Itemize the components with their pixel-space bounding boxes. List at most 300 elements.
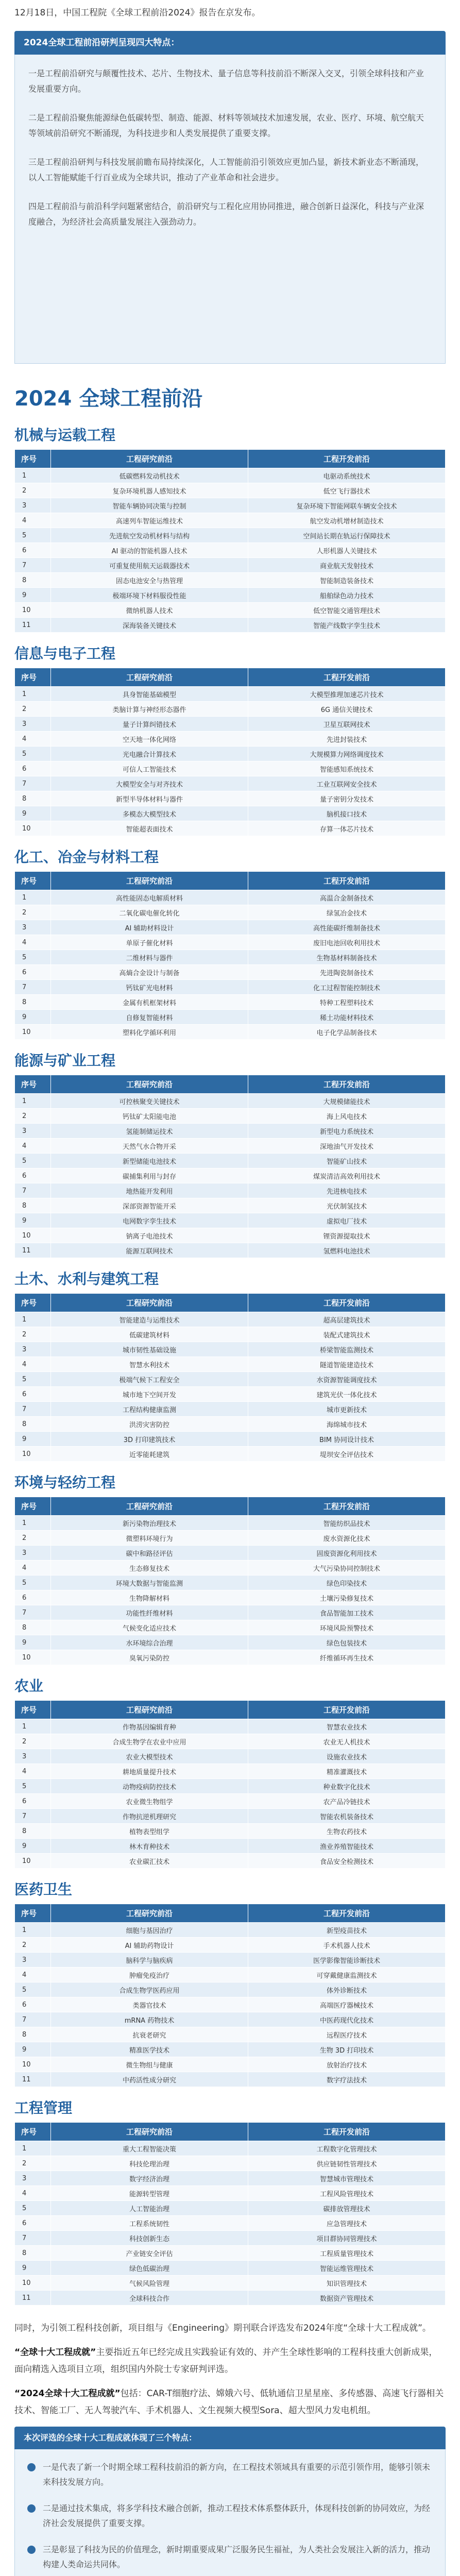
outro — [14, 2320, 446, 2419]
sections-container — [14, 421, 446, 2306]
column-header-index: 序号 — [15, 1075, 51, 1094]
cell-development: 智能运维管理技术 — [248, 2261, 446, 2276]
cell-index: 8 — [15, 995, 51, 1010]
table-row — [15, 2216, 446, 2231]
cell-development: 放射治疗技术 — [248, 2057, 446, 2072]
cell-development: 锂资源提取技术 — [248, 1228, 446, 1243]
cell-development: 绿氢冶金技术 — [248, 905, 446, 920]
column-header-index: 序号 — [15, 668, 51, 687]
cell-index: 4 — [15, 1139, 51, 1154]
cell-research: 微塑料环境行为 — [51, 1531, 248, 1546]
table-row — [15, 1824, 446, 1839]
cell-index: 5 — [15, 528, 51, 543]
cell-research: 绿色低碳治理 — [51, 2261, 248, 2276]
cell-research: 智能超表面技术 — [51, 821, 248, 836]
table-header-row — [15, 450, 446, 468]
cell-index: 6 — [15, 1590, 51, 1605]
cell-development: 大气污染协同控制技术 — [248, 1561, 446, 1575]
cell-index: 2 — [15, 2156, 51, 2171]
cell-index: 6 — [15, 1794, 51, 1809]
column-header-research: 工程研究前沿 — [51, 1294, 248, 1312]
cell-development: 项目群协同管理技术 — [248, 2231, 446, 2246]
cell-index: 7 — [15, 1183, 51, 1198]
table-row — [15, 1387, 446, 1402]
cell-development: 新型疫苗技术 — [248, 1923, 446, 1938]
cell-research: 耕地质量提升技术 — [51, 1764, 248, 1779]
table-row — [15, 498, 446, 513]
cell-research: 钙钛矿太阳能电池 — [51, 1109, 248, 1124]
cell-research: 能源转型管理 — [51, 2186, 248, 2201]
cell-research: 固态电池安全与热管理 — [51, 573, 248, 588]
cell-index: 3 — [15, 717, 51, 732]
cell-index: 3 — [15, 1124, 51, 1139]
cell-index: 3 — [15, 2171, 51, 2186]
cell-index: 8 — [15, 2027, 51, 2042]
cell-development: 隧道智能建造技术 — [248, 1357, 446, 1372]
table-row — [15, 791, 446, 806]
frontier-table — [14, 1075, 446, 1258]
cell-index: 1 — [15, 1312, 51, 1327]
table-header-row — [15, 1294, 446, 1312]
bullet-dot-icon — [27, 2463, 36, 2471]
column-header-index: 序号 — [15, 1701, 51, 1719]
table-header-row — [15, 1904, 446, 1923]
cell-development: 船舶绿色动力技术 — [248, 588, 446, 603]
cell-development: 特种工程塑料技术 — [248, 995, 446, 1010]
cell-index: 2 — [15, 702, 51, 717]
cell-research: 科技伦理治理 — [51, 2156, 248, 2171]
table-row — [15, 2057, 446, 2072]
cell-index: 6 — [15, 543, 51, 558]
cell-index: 7 — [15, 2231, 51, 2246]
cell-research: 全球科技合作 — [51, 2291, 248, 2306]
cell-index: 9 — [15, 1010, 51, 1025]
table-row — [15, 1938, 446, 1953]
cell-development: 低空飞行器技术 — [248, 483, 446, 498]
table-row — [15, 2171, 446, 2186]
column-header-development: 工程开发前沿 — [248, 1904, 446, 1923]
cell-research: 极端环境下材料服役性能 — [51, 588, 248, 603]
cell-index: 5 — [15, 747, 51, 761]
intro-box-title: 2024全球工程前沿研判呈现四大特点： — [14, 31, 446, 55]
cell-development: 智能纺织品技术 — [248, 1516, 446, 1531]
table-row — [15, 747, 446, 761]
cell-index: 7 — [15, 558, 51, 573]
feature-point-text: 二是通过技术集成，将多学科技术融合创新，推动工程技术体系整体跃升，体现科技创新的协同效应，为经济社会发展提供了重要支撑。 — [43, 2503, 431, 2528]
table-row — [15, 513, 446, 528]
cell-development: 智能农机装备技术 — [248, 1809, 446, 1824]
cell-research: 肿瘤免疫治疗 — [51, 1968, 248, 1982]
table-header-row — [15, 1701, 446, 1719]
table-row — [15, 1094, 446, 1109]
cell-development: 煤炭清洁高效利用技术 — [248, 1168, 446, 1183]
cell-research: mRNA 药物技术 — [51, 2012, 248, 2027]
cell-research: 动物疫病防控技术 — [51, 1779, 248, 1794]
feature-point — [27, 2501, 433, 2531]
cell-research: 量子计算纠错技术 — [51, 717, 248, 732]
cell-research: 重大工程智能决策 — [51, 2141, 248, 2156]
cell-development: 智能制造装备技术 — [248, 573, 446, 588]
cell-index: 8 — [15, 1198, 51, 1213]
table-row — [15, 1923, 446, 1938]
column-header-research: 工程研究前沿 — [51, 1701, 248, 1719]
cell-development: 知识管理技术 — [248, 2276, 446, 2291]
cell-development: 绿色包装技术 — [248, 1635, 446, 1650]
cell-development: 医学影像智能诊断技术 — [248, 1953, 446, 1968]
table-header-row — [15, 668, 446, 687]
cell-development: 智能矿山技术 — [248, 1154, 446, 1168]
cell-index: 8 — [15, 573, 51, 588]
cell-research: 塑料化学循环利用 — [51, 1025, 248, 1040]
section-title: 环境与轻纺工程 — [14, 1474, 116, 1491]
table-row — [15, 1779, 446, 1794]
cell-research: 二维材料与器件 — [51, 950, 248, 965]
feature-point — [27, 2460, 433, 2489]
intro-para: 四是工程前沿与前沿科学问题紧密结合，前沿研究与工程化应用协同推进，融合创新日益深化，科技与产业深度融合，为经济社会高质量发展注入强劲动力。 — [28, 201, 424, 227]
table-row — [15, 2027, 446, 2042]
table-row — [15, 995, 446, 1010]
cell-development: 先进陶瓷制备技术 — [248, 965, 446, 980]
cell-research: 可信人工智能技术 — [51, 761, 248, 776]
column-header-development: 工程开发前沿 — [248, 1075, 446, 1094]
cell-index: 1 — [15, 2141, 51, 2156]
cell-research: 单原子催化材料 — [51, 935, 248, 950]
cell-research: 智能车辆协同决策与控制 — [51, 498, 248, 513]
outro-para-3-text: 包括：CAR-T细胞疗法、嫦娥六号、低轨通信卫星星座、多传感器、高速飞行器相关技术、智能工厂、无人驾驶汽车、手术机器人、文生视频大模型Sora、超大型风力发电机组。 — [14, 2388, 444, 2416]
cell-development: 存算一体芯片技术 — [248, 821, 446, 836]
table-row — [15, 1531, 446, 1546]
table-row — [15, 588, 446, 603]
cell-index: 10 — [15, 2057, 51, 2072]
table-row — [15, 2072, 446, 2087]
frontier-table — [14, 1700, 446, 1869]
table-row — [15, 776, 446, 791]
outro-para-3-label: “2024全球十大工程成就” — [14, 2388, 121, 2399]
table-row — [15, 1198, 446, 1213]
cell-development: 渔业养殖智能技术 — [248, 1839, 446, 1854]
cell-research: 作物基因编辑育种 — [51, 1719, 248, 1734]
frontier-table — [14, 668, 446, 836]
cell-research: 人工智能治理 — [51, 2201, 248, 2216]
cell-index: 9 — [15, 2042, 51, 2057]
cell-development: 量子密钥分发技术 — [248, 791, 446, 806]
cell-index: 1 — [15, 1719, 51, 1734]
section-title: 工程管理 — [14, 2099, 73, 2116]
table-row — [15, 603, 446, 618]
cell-development: 精准灌溉技术 — [248, 1764, 446, 1779]
table-row — [15, 732, 446, 747]
table-row — [15, 687, 446, 702]
table-row — [15, 1620, 446, 1635]
table-row — [15, 1734, 446, 1749]
table-row — [15, 1447, 446, 1462]
cell-development: 大模型推理加速芯片技术 — [248, 687, 446, 702]
cell-research: 钙钛矿光电材料 — [51, 980, 248, 995]
column-header-index: 序号 — [15, 1904, 51, 1923]
cell-research: 合成生物学医药应用 — [51, 1982, 248, 1997]
table-row — [15, 1010, 446, 1025]
cell-development: 水资源智能调度技术 — [248, 1372, 446, 1387]
column-header-research: 工程研究前沿 — [51, 2123, 248, 2141]
cell-research: 近零能耗建筑 — [51, 1447, 248, 1462]
cell-development: BIM 协同设计技术 — [248, 1432, 446, 1447]
table-row — [15, 1432, 446, 1447]
cell-development: 食品安全检测技术 — [248, 1854, 446, 1869]
cell-research: 农业微生物组学 — [51, 1794, 248, 1809]
cell-research: 数字经济治理 — [51, 2171, 248, 2186]
table-row — [15, 1327, 446, 1342]
cell-development: 空间站长期在轨运行保障技术 — [248, 528, 446, 543]
cell-index: 10 — [15, 2276, 51, 2291]
cell-development: 高温合金制备技术 — [248, 890, 446, 905]
cell-index: 2 — [15, 1734, 51, 1749]
cell-index: 4 — [15, 1764, 51, 1779]
intro-para: 一是工程前沿研究与颠覆性技术、芯片、生物技术、量子信息等科技前沿不断深入交叉，引领全球科技和产业发展重要方向。 — [28, 69, 424, 94]
cell-research: 生态修复技术 — [51, 1561, 248, 1575]
cell-index: 8 — [15, 1417, 51, 1432]
section-title: 化工、冶金与材料工程 — [14, 849, 159, 866]
cell-development: 手术机器人技术 — [248, 1938, 446, 1953]
table-row — [15, 2291, 446, 2306]
cell-development: 先进封装技术 — [248, 732, 446, 747]
intro-text: 12月18日，中国工程院《全球工程前沿2024》报告在京发布。 — [14, 8, 261, 18]
column-header-development: 工程开发前沿 — [248, 1701, 446, 1719]
cell-research: 洪涝灾害防控 — [51, 1417, 248, 1432]
cell-development: 生物 3D 打印技术 — [248, 2042, 446, 2057]
cell-index: 10 — [15, 1447, 51, 1462]
frontier-table — [14, 871, 446, 1040]
cell-development: 环境风险预警技术 — [248, 1620, 446, 1635]
cell-development: 卫星互联网技术 — [248, 717, 446, 732]
outro-para-2-label: “全球十大工程成就” — [14, 2347, 96, 2358]
features-box — [14, 2449, 446, 2576]
cell-development: 数据资产管理技术 — [248, 2291, 446, 2306]
table-row — [15, 761, 446, 776]
column-header-research: 工程研究前沿 — [51, 1497, 248, 1516]
cell-research: 能源互联网技术 — [51, 1243, 248, 1258]
table-row — [15, 2261, 446, 2276]
cell-index: 5 — [15, 1372, 51, 1387]
cell-development: 高性能碳纤维制备技术 — [248, 920, 446, 935]
cell-research: 可重复使用航天运载器技术 — [51, 558, 248, 573]
cell-development: 大规模算力网络调度技术 — [248, 747, 446, 761]
table-row — [15, 1417, 446, 1432]
table-row — [15, 1575, 446, 1590]
cell-development: 堤坝安全评估技术 — [248, 1447, 446, 1462]
table-row — [15, 717, 446, 732]
cell-index: 7 — [15, 980, 51, 995]
column-header-development: 工程开发前沿 — [248, 2123, 446, 2141]
feature-point — [27, 2542, 433, 2572]
table-row — [15, 558, 446, 573]
cell-development: 绿色印染技术 — [248, 1575, 446, 1590]
cell-research: 空天地一体化网络 — [51, 732, 248, 747]
cell-development: 虚拟电厂技术 — [248, 1213, 446, 1228]
cell-development: 建筑光伏一体化技术 — [248, 1387, 446, 1402]
cell-index: 1 — [15, 687, 51, 702]
table-row — [15, 2231, 446, 2246]
cell-research: 农业大模型技术 — [51, 1749, 248, 1764]
table-row — [15, 1839, 446, 1854]
frontier-table — [14, 2122, 446, 2306]
table-row — [15, 1025, 446, 1040]
table-row — [15, 950, 446, 965]
intro-box — [14, 55, 446, 364]
outro-para-2-text: 主要指近五年已经完成且实践验证有效的、并产生全球性影响的工程科技重大创新成果，面向精选入选项目立项，组织国内外院士专家研判评选。 — [14, 2347, 438, 2375]
cell-development: 高端医疗器械技术 — [248, 1997, 446, 2012]
cell-index: 4 — [15, 1357, 51, 1372]
frontier-table — [14, 449, 446, 633]
cell-development: 工程数字化管理技术 — [248, 2141, 446, 2156]
outro-para-2 — [14, 2344, 446, 2378]
frontier-table — [14, 1904, 446, 2087]
cell-development: 工业互联网安全技术 — [248, 776, 446, 791]
cell-index: 8 — [15, 2246, 51, 2261]
table-row — [15, 2201, 446, 2216]
table-row — [15, 935, 446, 950]
cell-index: 8 — [15, 791, 51, 806]
table-row — [15, 1312, 446, 1327]
cell-development: 供应链韧性管理技术 — [248, 2156, 446, 2171]
table-row — [15, 1749, 446, 1764]
cell-development: 海上风电技术 — [248, 1109, 446, 1124]
table-header-row — [15, 2123, 446, 2141]
cell-development: 工程风险管理技术 — [248, 2186, 446, 2201]
cell-development: 数字疗法技术 — [248, 2072, 446, 2087]
table-row — [15, 1154, 446, 1168]
cell-research: 科技创新生态 — [51, 2231, 248, 2246]
table-row — [15, 1561, 446, 1575]
cell-development: 智慧城市管理技术 — [248, 2171, 446, 2186]
column-header-research: 工程研究前沿 — [51, 450, 248, 468]
cell-development: 远程医疗技术 — [248, 2027, 446, 2042]
table-row — [15, 1809, 446, 1824]
cell-research: 智慧水利技术 — [51, 1357, 248, 1372]
cell-research: 高熵合金设计与制备 — [51, 965, 248, 980]
cell-index: 8 — [15, 1824, 51, 1839]
cell-development: 食品智能加工技术 — [248, 1605, 446, 1620]
table-row — [15, 1516, 446, 1531]
cell-research: 氢能制储运技术 — [51, 1124, 248, 1139]
table-row — [15, 980, 446, 995]
cell-research: 作物抗逆机理研究 — [51, 1809, 248, 1824]
cell-index: 4 — [15, 935, 51, 950]
table-row — [15, 573, 446, 588]
cell-research: 碳中和路径评估 — [51, 1546, 248, 1561]
cell-index: 2 — [15, 1531, 51, 1546]
cell-index: 6 — [15, 2216, 51, 2231]
cell-index: 4 — [15, 513, 51, 528]
table-row — [15, 806, 446, 821]
cell-development: 光伏制氢技术 — [248, 1198, 446, 1213]
outro-para-1: 同时，为引领工程科技创新，项目组与《Engineering》期刊联合评选发布2024年度“全球十大工程成就”。 — [14, 2323, 431, 2333]
section-title: 机械与运载工程 — [14, 427, 116, 444]
cell-index: 7 — [15, 2012, 51, 2027]
cell-research: 工程系统韧性 — [51, 2216, 248, 2231]
cell-development: 电驱动系统技术 — [248, 468, 446, 483]
cell-index: 3 — [15, 1953, 51, 1968]
cell-index: 6 — [15, 965, 51, 980]
cell-index: 10 — [15, 1650, 51, 1665]
cell-index: 9 — [15, 2261, 51, 2276]
cell-development: 稀土功能材料技术 — [248, 1010, 446, 1025]
cell-research: 先进航空发动机材料与结构 — [51, 528, 248, 543]
table-row — [15, 965, 446, 980]
table-row — [15, 1139, 446, 1154]
table-row — [15, 890, 446, 905]
cell-research: AI 辅助材料设计 — [51, 920, 248, 935]
cell-development: 应急管理技术 — [248, 2216, 446, 2231]
cell-development: 智能感知系统技术 — [248, 761, 446, 776]
table-row — [15, 1402, 446, 1417]
cell-research: 低碳建筑材料 — [51, 1327, 248, 1342]
cell-research: 新污染物治理技术 — [51, 1516, 248, 1531]
column-header-index: 序号 — [15, 2123, 51, 2141]
cell-index: 5 — [15, 1575, 51, 1590]
cell-development: 新型电力系统技术 — [248, 1124, 446, 1139]
cell-development: 农业无人机技术 — [248, 1734, 446, 1749]
cell-research: 环境大数据与智能监测 — [51, 1575, 248, 1590]
cell-index: 9 — [15, 588, 51, 603]
cell-research: 合成生物学在农业中应用 — [51, 1734, 248, 1749]
table-header-row — [15, 872, 446, 890]
cell-index: 5 — [15, 1982, 51, 1997]
table-row — [15, 2141, 446, 2156]
cell-research: 水环境综合治理 — [51, 1635, 248, 1650]
cell-index: 9 — [15, 1432, 51, 1447]
cell-research: 电网数字孪生技术 — [51, 1213, 248, 1228]
table-row — [15, 2042, 446, 2057]
table-row — [15, 2276, 446, 2291]
table-row — [15, 1605, 446, 1620]
column-header-development: 工程开发前沿 — [248, 450, 446, 468]
cell-development: 体外诊断技术 — [248, 1982, 446, 1997]
column-header-research: 工程研究前沿 — [51, 1904, 248, 1923]
cell-research: 碳捕集利用与封存 — [51, 1168, 248, 1183]
cell-development: 航空发动机增材制造技术 — [248, 513, 446, 528]
cell-index: 1 — [15, 1516, 51, 1531]
cell-index: 11 — [15, 1243, 51, 1258]
table-row — [15, 1968, 446, 1982]
cell-index: 10 — [15, 821, 51, 836]
cell-research: 深海装备关键技术 — [51, 618, 248, 633]
cell-development: 农产品冷链技术 — [248, 1794, 446, 1809]
table-row — [15, 2246, 446, 2261]
column-header-research: 工程研究前沿 — [51, 872, 248, 890]
cell-research: 新型储能电池技术 — [51, 1154, 248, 1168]
cell-development: 先进核电技术 — [248, 1183, 446, 1198]
cell-research: 高速列车智能运维技术 — [51, 513, 248, 528]
cell-index: 11 — [15, 2072, 51, 2087]
section-title: 医药卫生 — [14, 1881, 73, 1898]
cell-research: 智能建造与运维技术 — [51, 1312, 248, 1327]
cell-development: 大规模储能技术 — [248, 1094, 446, 1109]
cell-research: 大模型安全与对齐技术 — [51, 776, 248, 791]
table-row — [15, 2186, 446, 2201]
table-row — [15, 905, 446, 920]
cell-development: 废水资源化技术 — [248, 1531, 446, 1546]
table-row — [15, 1953, 446, 1968]
table-row — [15, 1109, 446, 1124]
column-header-development: 工程开发前沿 — [248, 1294, 446, 1312]
cell-index: 3 — [15, 1546, 51, 1561]
cell-development: 工程质量管理技术 — [248, 2246, 446, 2261]
column-header-development: 工程开发前沿 — [248, 668, 446, 687]
column-header-index: 序号 — [15, 872, 51, 890]
table-row — [15, 920, 446, 935]
table-row — [15, 1982, 446, 1997]
feature-point-text: 三是彰显了科技为民的价值理念，新时期重要成果广泛服务民生福祉，为人类社会发展注入新的活力，推动构建人类命运共同体。 — [43, 2545, 431, 2569]
